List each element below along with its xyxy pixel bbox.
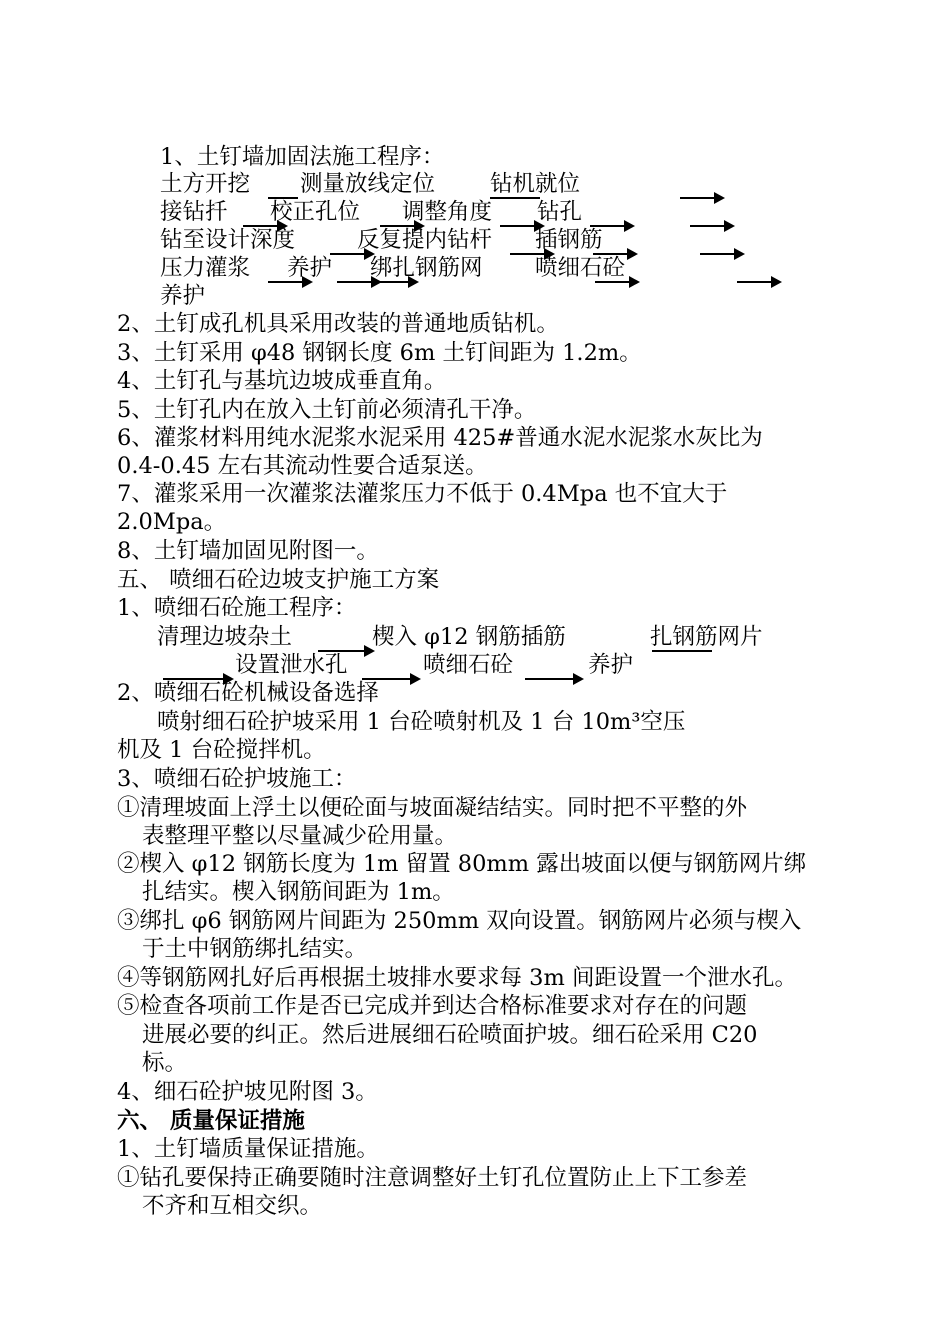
list-item: 5、土钉孔内在放入土钉前必须清孔干净。 [117,397,537,423]
flow-arrow-icon [690,225,726,227]
flow2-step: 清理边坡杂土 [157,624,293,650]
flow1-step: 土方开挖 [160,171,251,197]
flow1-step: 钻孔 [537,199,583,225]
step-line: 于土中钢筋绑扎结实。 [142,936,368,962]
flow-connector [268,197,298,199]
flow-arrow-icon [680,197,716,199]
flow1-heading: 1、土钉墙加固法施工程序： [160,144,445,170]
flow-arrow-icon [337,281,373,283]
flow1-step: 绑扎钢筋网 [370,255,483,281]
flow2-heading: 1、喷细石砼施工程序： [117,595,357,621]
work-heading: 3、喷细石砼护坡施工： [117,766,357,792]
list-item: 4、土钉孔与基坑边坡成垂直角。 [117,368,447,394]
section-title: 五、 喷细石砼边坡支护施工方案 [117,567,440,593]
flow-arrow-icon [737,281,773,283]
subsection-heading: 1、土钉墙质量保证措施。 [117,1136,379,1162]
step-line: ①清理坡面上浮土以便砼面与坡面凝结结实。同时把不平整的外 [117,795,748,821]
flow-connector [652,650,712,652]
flow1-step: 养护 [287,255,333,281]
list-item: 0.4-0.45 左右其流动性要合适泵送。 [117,453,488,479]
flow2-step: 设置泄水孔 [235,652,348,678]
list-item: 6、灌浆材料用纯水泥浆水泥采用 425#普通水泥水泥浆水灰比为 [117,425,763,451]
flow-connector [490,197,540,199]
flow-arrow-icon [243,225,279,227]
flow1-step: 压力灌浆 [160,255,251,281]
flow1-step: 校正孔位 [270,199,361,225]
flow-arrow-icon [374,281,410,283]
paragraph-line: 喷射细石砼护坡采用 1 台砼喷射机及 1 台 10m³空压 [157,709,686,735]
step-line: 不齐和互相交织。 [142,1193,323,1219]
section-title: 六、 质量保证措施 [117,1108,305,1134]
figure-reference: 4、细石砼护坡见附图 3。 [117,1079,378,1105]
flow-arrow-icon [590,225,626,227]
flow1-step: 调整角度 [402,199,493,225]
step-line: ①钻孔要保持正确要随时注意调整好土钉孔位置防止上下工参差 [117,1165,748,1191]
list-item: 2.0Mpa。 [117,509,227,535]
flow-arrow-icon [318,650,366,652]
flow-arrow-icon [593,253,629,255]
flow2-step: 楔入 φ12 钢筋插筋 [372,624,566,650]
step-line: 标。 [142,1050,188,1076]
step-line: ②楔入 φ12 钢筋长度为 1m 留置 80mm 露出坡面以便与钢筋网片绑 [117,851,807,877]
flow1-step: 养护 [160,283,206,309]
list-item: 3、土钉采用 φ48 钢钢长度 6m 土钉间距为 1.2m。 [117,340,642,366]
flow1-step: 接钻扦 [160,199,228,225]
step-line: ⑤检查各项前工作是否已完成并到达合格标准要求对存在的问题 [117,993,748,1019]
flow1-step: 钻机就位 [490,171,581,197]
paragraph-line: 机及 1 台砼搅拌机。 [117,737,326,763]
flow-arrow-icon [510,253,546,255]
flow-arrow-icon [525,678,575,680]
list-item: 2、土钉成孔机具采用改装的普通地质钻机。 [117,311,559,337]
flow2-step: 扎钢筋网片 [650,624,763,650]
step-line: 扎结实。楔入钢筋间距为 1m。 [142,879,455,905]
flow1-step: 测量放线定位 [300,171,436,197]
step-line: ④等钢筋网扎好后再根据土坡排水要求每 3m 间距设置一个泄水孔。 [117,965,797,991]
flow1-step: 钻至设计深度 [160,227,296,253]
equip-heading: 2、喷细石砼机械设备选择 [117,680,379,706]
flow-arrow-icon [500,225,536,227]
flow2-step: 养护 [588,652,634,678]
list-item: 7、灌浆采用一次灌浆法灌浆压力不低于 0.4Mpa 也不宜大于 [117,481,728,507]
step-line: ③绑扎 φ6 钢筋网片间距为 250mm 双向设置。钢筋网片必须与楔入 [117,908,802,934]
flow1-step: 喷细石砼 [535,255,626,281]
step-line: 表整理平整以尽量减少砼用量。 [142,823,458,849]
step-line: 进展必要的纠正。然后进展细石砼喷面护坡。细石砼采用 C20 [142,1022,758,1048]
list-item: 8、土钉墙加固见附图一。 [117,538,379,564]
flow1-step: 插钢筋 [535,227,603,253]
flow-arrow-icon [268,281,304,283]
flow2-step: 喷细石砼 [423,652,514,678]
flow-arrow-icon [380,225,416,227]
flow-arrow-icon [700,253,736,255]
flow-arrow-icon [330,253,366,255]
flow-arrow-icon [595,281,631,283]
flow1-step: 反复提内钻杆 [357,227,493,253]
